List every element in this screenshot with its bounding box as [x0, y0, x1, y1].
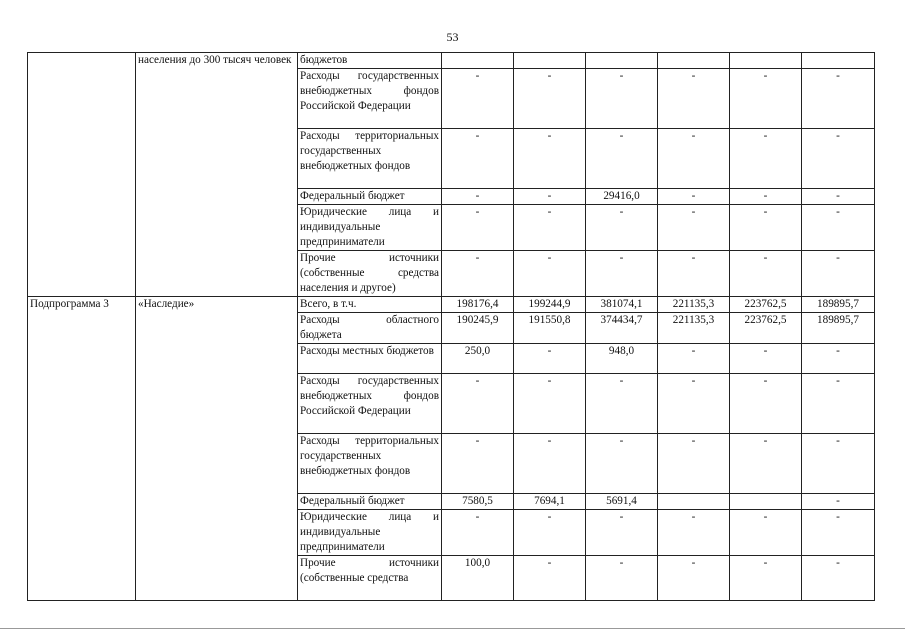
value-cell: 250,0: [442, 344, 514, 374]
value-cell: -: [802, 205, 875, 251]
value-cell: 223762,5: [730, 313, 802, 344]
value-cell: -: [730, 205, 802, 251]
program-title: «Наследие»: [136, 297, 298, 601]
value-cell: -: [586, 251, 658, 297]
value-cell: -: [586, 69, 658, 129]
program-title: населения до 300 тысяч человек: [136, 53, 298, 297]
funding-table: [27, 52, 875, 601]
value-cell: -: [658, 189, 730, 205]
value-cell: -: [658, 69, 730, 129]
value-cell: 948,0: [586, 344, 658, 374]
funding-source: Федеральный бюджет: [298, 494, 442, 510]
value-cell: 189895,7: [802, 313, 875, 344]
value-cell: 189895,7: [802, 297, 875, 313]
value-cell: -: [586, 510, 658, 556]
funding-source: Прочие источники (собственные средства: [298, 556, 442, 601]
value-cell: -: [514, 434, 586, 494]
value-cell: -: [802, 374, 875, 434]
value-cell: -: [586, 205, 658, 251]
top-block: [28, 53, 875, 297]
value-cell: -: [802, 69, 875, 129]
page-bottom-rule: [0, 628, 905, 629]
value-cell: -: [586, 556, 658, 601]
value-cell: 5691,4: [586, 494, 658, 510]
subprogram-cell: [28, 53, 136, 297]
funding-source: Прочие источники (собственные средства населения и другое): [298, 251, 442, 297]
funding-source: Расходы местных бюджетов: [298, 344, 442, 374]
funding-source: Расходы областного бюджета: [298, 313, 442, 344]
value-cell: [730, 53, 802, 69]
value-cell: -: [442, 189, 514, 205]
value-cell: -: [658, 344, 730, 374]
funding-source: Всего, в т.ч.: [298, 297, 442, 313]
value-cell: [658, 53, 730, 69]
value-cell: 381074,1: [586, 297, 658, 313]
value-cell: -: [514, 189, 586, 205]
funding-source: Федеральный бюджет: [298, 189, 442, 205]
value-cell: -: [802, 189, 875, 205]
value-cell: 223762,5: [730, 297, 802, 313]
funding-source: Расходы территориальных государственных внебюджетных фондов: [298, 129, 442, 189]
value-cell: [586, 53, 658, 69]
value-cell: -: [514, 251, 586, 297]
funding-source: бюджетов: [298, 53, 442, 69]
value-cell: -: [730, 510, 802, 556]
funding-source: Расходы территориальных государственных внебюджетных фондов: [298, 434, 442, 494]
subprogram-3-block: [28, 297, 875, 601]
value-cell: 221135,3: [658, 313, 730, 344]
value-cell: -: [514, 510, 586, 556]
value-cell: 198176,4: [442, 297, 514, 313]
value-cell: -: [730, 434, 802, 494]
value-cell: -: [514, 344, 586, 374]
value-cell: -: [442, 69, 514, 129]
value-cell: -: [730, 374, 802, 434]
value-cell: -: [730, 189, 802, 205]
value-cell: 199244,9: [514, 297, 586, 313]
value-cell: [802, 53, 875, 69]
value-cell: -: [658, 205, 730, 251]
value-cell: -: [730, 344, 802, 374]
value-cell: -: [730, 129, 802, 189]
value-cell: -: [514, 556, 586, 601]
value-cell: 7580,5: [442, 494, 514, 510]
value-cell: -: [802, 434, 875, 494]
value-cell: -: [730, 69, 802, 129]
value-cell: -: [442, 129, 514, 189]
value-cell: -: [658, 129, 730, 189]
value-cell: -: [730, 556, 802, 601]
value-cell: -: [658, 434, 730, 494]
value-cell: -: [442, 510, 514, 556]
value-cell: 29416,0: [586, 189, 658, 205]
value-cell: -: [802, 556, 875, 601]
value-cell: [514, 53, 586, 69]
value-cell: -: [514, 69, 586, 129]
value-cell: -: [730, 251, 802, 297]
value-cell: -: [514, 205, 586, 251]
value-cell: -: [586, 434, 658, 494]
value-cell: [730, 494, 802, 510]
value-cell: -: [802, 129, 875, 189]
value-cell: -: [442, 251, 514, 297]
funding-source: Расходы государственных внебюджетных фондов Российской Федерации: [298, 69, 442, 129]
value-cell: -: [658, 556, 730, 601]
page-number: 53: [446, 30, 459, 44]
value-cell: -: [442, 205, 514, 251]
funding-source: Расходы государственных внебюджетных фондов Российской Федерации: [298, 374, 442, 434]
value-cell: 100,0: [442, 556, 514, 601]
subprogram-label: Подпрограмма 3: [28, 297, 136, 601]
value-cell: -: [802, 494, 875, 510]
value-cell: [442, 53, 514, 69]
value-cell: 190245,9: [442, 313, 514, 344]
value-cell: -: [802, 251, 875, 297]
value-cell: -: [442, 434, 514, 494]
table-row: [28, 53, 875, 69]
funding-source: Юридические лица и индивидуальные предприниматели: [298, 205, 442, 251]
value-cell: -: [802, 344, 875, 374]
value-cell: [658, 494, 730, 510]
value-cell: 7694,1: [514, 494, 586, 510]
value-cell: -: [658, 251, 730, 297]
value-cell: -: [514, 374, 586, 434]
table-row: [28, 297, 875, 313]
value-cell: 191550,8: [514, 313, 586, 344]
value-cell: 221135,3: [658, 297, 730, 313]
funding-source: Юридические лица и индивидуальные предприниматели: [298, 510, 442, 556]
value-cell: -: [802, 510, 875, 556]
value-cell: -: [442, 374, 514, 434]
value-cell: 374434,7: [586, 313, 658, 344]
value-cell: -: [658, 510, 730, 556]
value-cell: -: [586, 129, 658, 189]
value-cell: -: [586, 374, 658, 434]
value-cell: -: [514, 129, 586, 189]
value-cell: -: [658, 374, 730, 434]
